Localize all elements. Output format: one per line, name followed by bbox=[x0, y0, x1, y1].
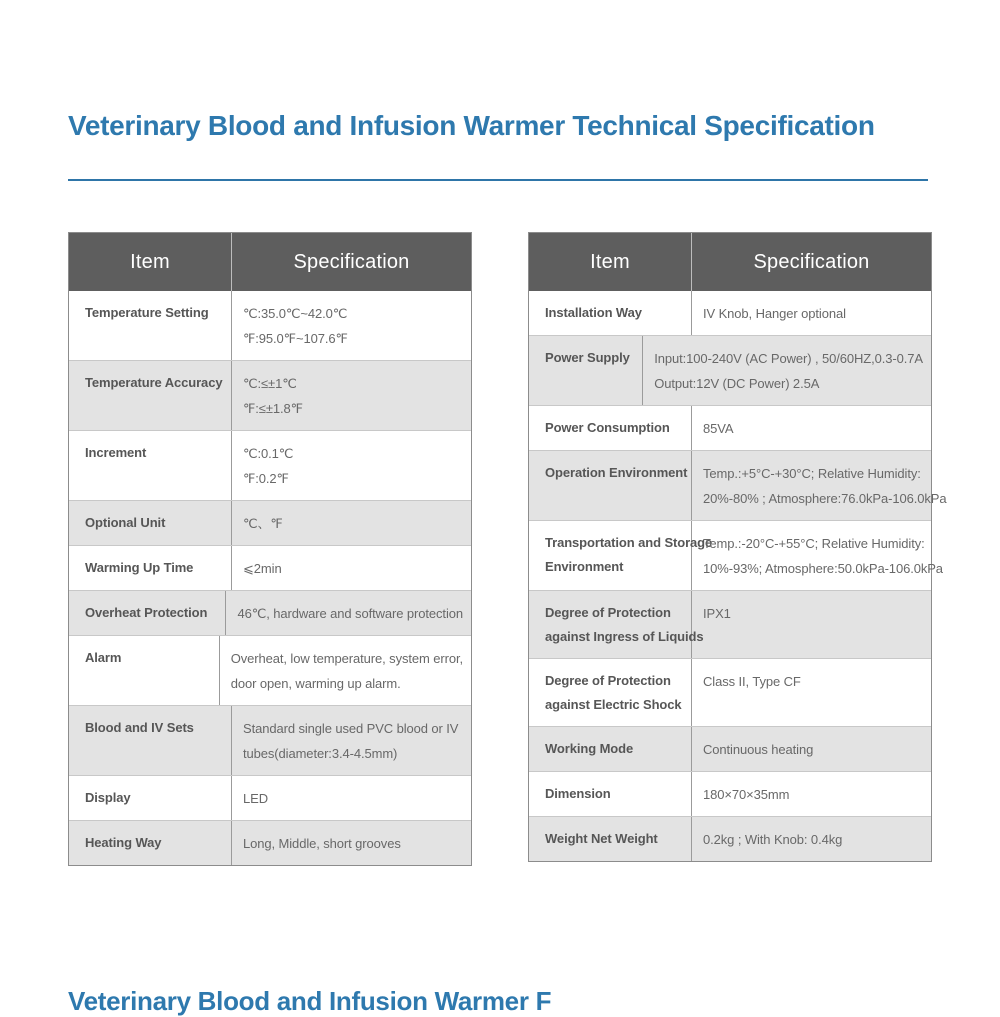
right-item-column-header: Item bbox=[529, 233, 692, 291]
item-cell: Temperature Setting bbox=[69, 291, 232, 360]
table-row bbox=[529, 771, 931, 816]
left-spec-table bbox=[68, 232, 472, 866]
item-cell: Degree of Protection against Ingress of Liquids bbox=[529, 591, 692, 658]
item-cell: Power Consumption bbox=[529, 406, 692, 450]
table-row bbox=[529, 450, 947, 520]
spec-cell: Temp.:-20°C-+55°C; Relative Humidity: 10%-93%; Atmosphere:50.0kPa-106.0kPa bbox=[703, 536, 943, 576]
table-row bbox=[529, 590, 931, 658]
item-cell: Overheat Protection bbox=[69, 591, 226, 635]
spec-cell: 180×70×35mm bbox=[703, 787, 790, 802]
item-cell: Operation Environment bbox=[529, 451, 692, 520]
item-cell: Installation Way bbox=[529, 291, 692, 335]
item-cell: Heating Way bbox=[69, 821, 232, 865]
table-row bbox=[69, 430, 471, 500]
spec-cell: Temp.:+5°C-+30°C; Relative Humidity: 20%-80% ; Atmosphere:76.0kPa-106.0kPa bbox=[703, 466, 947, 506]
spec-cell: ⩽2min bbox=[243, 561, 282, 576]
page-title: Veterinary Blood and Infusion Warmer Technical Specification bbox=[68, 110, 875, 141]
spec-cell: IPX1 bbox=[703, 606, 731, 621]
item-cell: Weight Net Weight bbox=[529, 817, 692, 861]
spec-cell: ℃:0.1℃ ℉:0.2℉ bbox=[243, 446, 294, 486]
table-row bbox=[69, 500, 471, 545]
clipped-next-section-title: Veterinary Blood and Infusion Warmer F bbox=[68, 986, 552, 1016]
table-row bbox=[529, 291, 931, 335]
table-row bbox=[69, 705, 471, 775]
spec-cell: ℃、℉ bbox=[243, 516, 283, 531]
spec-cell: 85VA bbox=[703, 421, 734, 436]
table-row bbox=[529, 726, 931, 771]
left-item-column-header: Item bbox=[69, 233, 232, 291]
table-row bbox=[529, 335, 931, 405]
spec-cell: Overheat, low temperature, system error, door open, warming up alarm. bbox=[230, 651, 463, 691]
item-cell: Degree of Protection against Electric Shock bbox=[529, 659, 692, 726]
table-row bbox=[69, 545, 471, 590]
spec-cell: Input:100-240V (AC Power) , 50/60HZ,0.3-0.7A Output:12V (DC Power) 2.5A bbox=[654, 351, 923, 391]
table-row bbox=[529, 658, 931, 726]
table-row bbox=[69, 590, 471, 635]
item-cell: Warming Up Time bbox=[69, 546, 232, 590]
table-row bbox=[529, 816, 931, 861]
spec-cell: LED bbox=[243, 791, 268, 806]
item-cell: Display bbox=[69, 776, 232, 820]
right-spec-column-header: Specification bbox=[753, 250, 870, 273]
right-table-header bbox=[529, 233, 931, 291]
table-row bbox=[529, 405, 931, 450]
table-row bbox=[69, 820, 471, 865]
spec-cell: Class II, Type CF bbox=[703, 674, 801, 689]
item-cell: Dimension bbox=[529, 772, 692, 816]
left-table-header bbox=[69, 233, 471, 291]
item-cell: Working Mode bbox=[529, 727, 692, 771]
spec-cell: 0.2kg ; With Knob: 0.4kg bbox=[703, 832, 843, 847]
table-row bbox=[529, 520, 943, 590]
right-table-body bbox=[529, 291, 947, 861]
spec-cell: 46℃, hardware and software protection bbox=[237, 606, 463, 621]
table-row bbox=[69, 291, 471, 360]
spec-cell: ℃:≤±1℃ ℉:≤±1.8℉ bbox=[243, 376, 303, 416]
item-cell: Blood and IV Sets bbox=[69, 706, 232, 775]
table-row bbox=[69, 775, 471, 820]
spec-cell: IV Knob, Hanger optional bbox=[703, 306, 846, 321]
item-cell: Temperature Accuracy bbox=[69, 361, 232, 430]
title-underline-rule bbox=[68, 179, 928, 181]
item-cell: Alarm bbox=[69, 636, 220, 705]
left-spec-column-header: Specification bbox=[293, 250, 410, 273]
right-spec-table bbox=[528, 232, 947, 862]
spec-cell: ℃:35.0℃~42.0℃ ℉:95.0℉~107.6℉ bbox=[243, 306, 348, 346]
spec-cell: Standard single used PVC blood or IV tubes(diameter:3.4-4.5mm) bbox=[243, 721, 459, 761]
item-cell: Power Supply bbox=[529, 336, 643, 405]
spec-cell: Long, Middle, short grooves bbox=[243, 836, 401, 851]
table-row bbox=[69, 360, 471, 430]
item-cell: Transportation and Storage Environment bbox=[529, 521, 692, 590]
item-cell: Optional Unit bbox=[69, 501, 232, 545]
table-row bbox=[69, 635, 471, 705]
item-cell: Increment bbox=[69, 431, 232, 500]
spec-cell: Continuous heating bbox=[703, 742, 814, 757]
left-table-body bbox=[69, 291, 471, 865]
